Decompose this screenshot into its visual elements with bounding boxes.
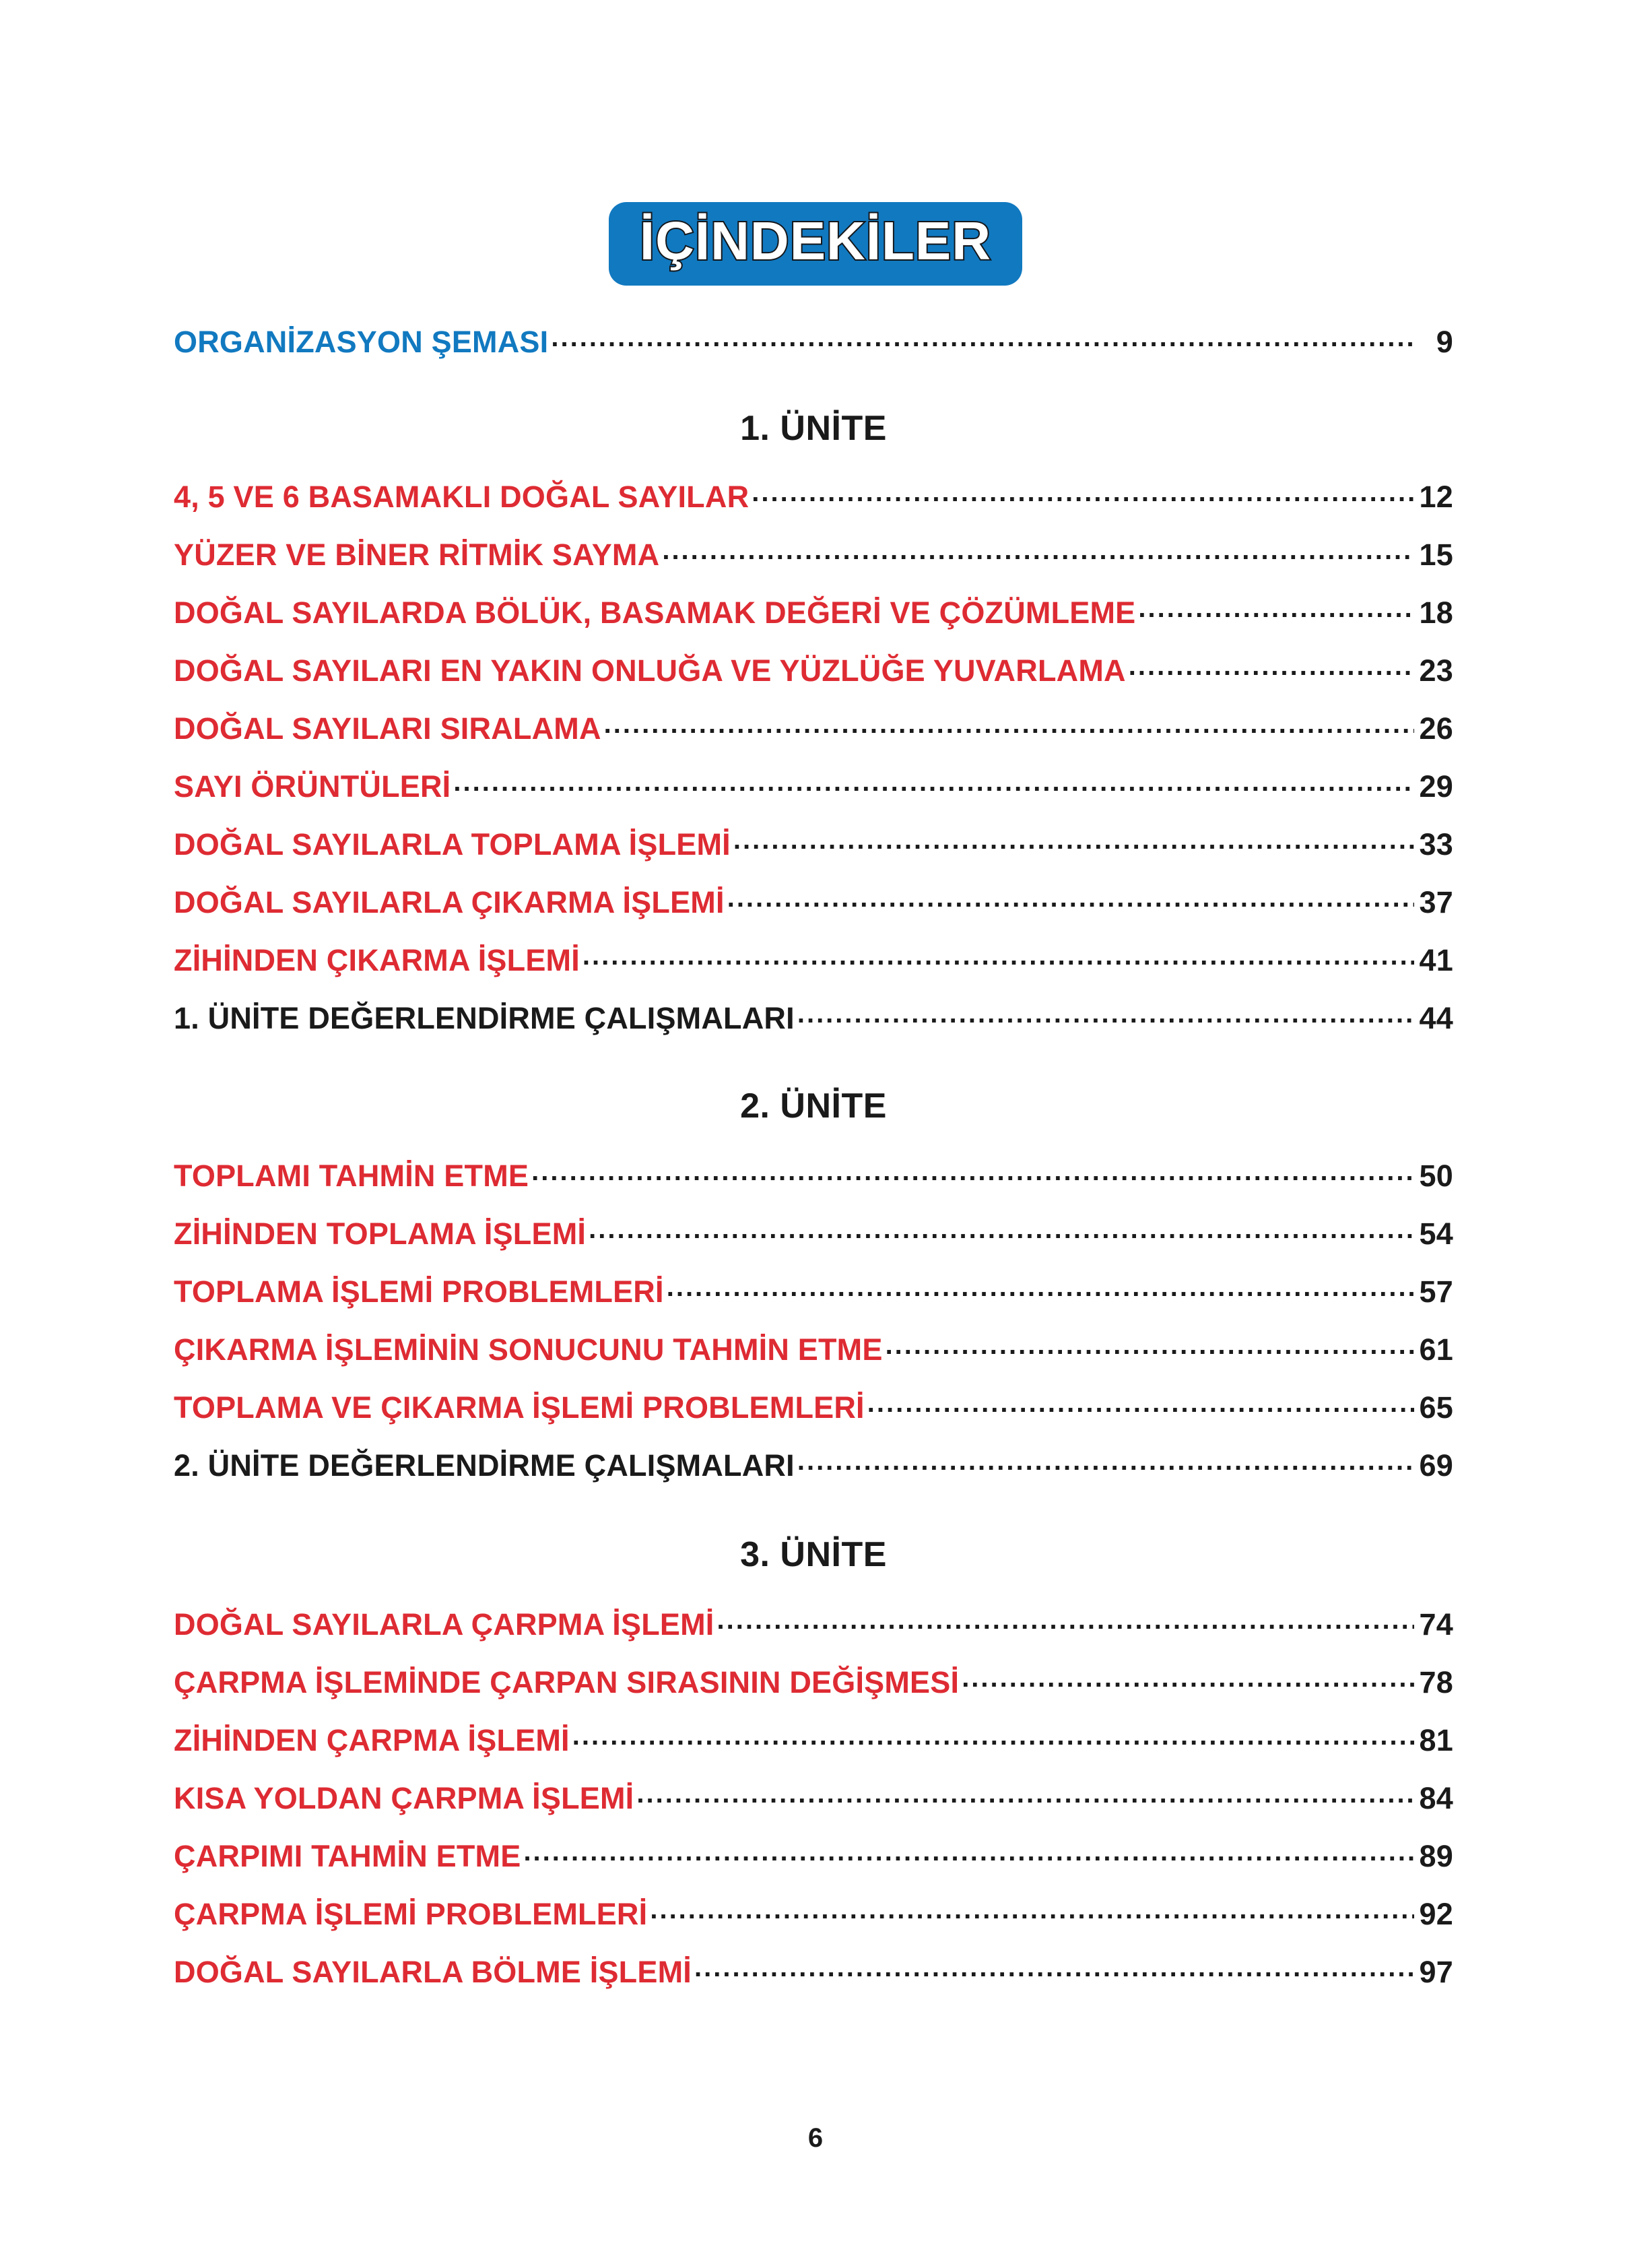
toc-entry[interactable] — [174, 322, 1453, 360]
toc-entry-page-number: 74 — [1419, 1607, 1453, 1642]
toc-dot-leader — [650, 1894, 1414, 1924]
toc-dot-leader — [531, 1156, 1414, 1186]
toc-entry-page-number: 44 — [1419, 1001, 1453, 1035]
toc-entry-page-number: 61 — [1419, 1332, 1453, 1367]
toc-dot-leader — [752, 477, 1414, 507]
toc-entry-page-number: 26 — [1419, 711, 1453, 746]
page-title: İÇİNDEKİLER — [639, 211, 992, 271]
toc-entry-label: ÇARPMA İŞLEMİNDE ÇARPAN SIRASININ DEĞİŞMESİ — [174, 1665, 960, 1699]
toc-entry-label: ÇARPIMI TAHMİN ETME — [174, 1839, 521, 1873]
toc-entry-label: ÇARPMA İŞLEMİ PROBLEMLERİ — [174, 1897, 648, 1931]
toc-dot-leader — [1129, 651, 1414, 681]
toc-entry[interactable] — [174, 1778, 1453, 1816]
toc-dot-leader — [582, 940, 1414, 971]
toc-entry-label: DOĞAL SAYILARDA BÖLÜK, BASAMAK DEĞERİ VE ÇÖZÜMLEME — [174, 595, 1136, 630]
toc-entry-label: TOPLAMI TAHMİN ETME — [174, 1159, 529, 1193]
toc-dot-leader — [662, 535, 1414, 565]
toc-dot-leader — [797, 1446, 1414, 1476]
toc-entry-label: ZİHİNDEN ÇARPMA İŞLEMİ — [174, 1723, 570, 1757]
toc-entry[interactable] — [174, 1662, 1453, 1700]
toc-entry[interactable] — [174, 767, 1453, 804]
toc-dot-leader — [572, 1720, 1414, 1751]
toc-dot-leader — [453, 767, 1414, 797]
page-title-container — [0, 202, 1631, 286]
toc-entry-page-number: 78 — [1419, 1665, 1453, 1699]
toc-dot-leader — [962, 1662, 1414, 1693]
toc-entry-label: DOĞAL SAYILARI EN YAKIN ONLUĞA VE YÜZLÜĞE YUVARLAMA — [174, 653, 1126, 688]
toc-entry-label: 2. ÜNİTE DEĞERLENDİRME ÇALIŞMALARI — [174, 1448, 795, 1483]
toc-dot-leader — [733, 824, 1414, 855]
toc-entry-label: ÇIKARMA İŞLEMİNİN SONUCUNU TAHMİN ETME — [174, 1332, 883, 1367]
toc-entry-page-number: 15 — [1419, 538, 1453, 572]
toc-entry-page-number: 41 — [1419, 943, 1453, 977]
toc-entry[interactable] — [174, 1214, 1453, 1252]
toc-dot-leader — [727, 882, 1414, 913]
toc-dot-leader — [867, 1388, 1414, 1418]
page-title-badge — [609, 202, 1022, 286]
toc-content — [174, 322, 1453, 2010]
toc-dot-leader — [551, 322, 1414, 352]
toc-entry-page-number: 89 — [1419, 1839, 1453, 1873]
toc-entry[interactable] — [174, 1388, 1453, 1425]
toc-entry-label: DOĞAL SAYILARLA ÇIKARMA İŞLEMİ — [174, 885, 725, 919]
toc-entry-page-number: 65 — [1419, 1390, 1453, 1425]
toc-entry[interactable] — [174, 593, 1453, 630]
toc-dot-leader — [523, 1836, 1414, 1867]
toc-entry[interactable] — [174, 477, 1453, 515]
toc-entry[interactable] — [174, 1720, 1453, 1758]
toc-entry-label: ZİHİNDEN ÇIKARMA İŞLEMİ — [174, 943, 580, 977]
unit-heading: 1. ÜNİTE — [740, 409, 887, 448]
toc-entry[interactable] — [174, 709, 1453, 746]
toc-entry[interactable] — [174, 1894, 1453, 1932]
toc-entry-page-number: 81 — [1419, 1723, 1453, 1757]
toc-entry[interactable] — [174, 1605, 1453, 1642]
toc-entry-label: DOĞAL SAYILARLA ÇARPMA İŞLEMİ — [174, 1607, 714, 1642]
toc-entry-label: ZİHİNDEN TOPLAMA İŞLEMİ — [174, 1217, 587, 1251]
toc-dot-leader — [604, 709, 1414, 739]
toc-entry-page-number: 29 — [1419, 769, 1453, 804]
toc-entry[interactable] — [174, 1446, 1453, 1483]
toc-entry-label: 1. ÜNİTE DEĞERLENDİRME ÇALIŞMALARI — [174, 1001, 795, 1035]
toc-entry-page-number: 50 — [1419, 1159, 1453, 1193]
toc-dot-leader — [694, 1952, 1414, 1982]
toc-entry-label: SAYI ÖRÜNTÜLERİ — [174, 769, 451, 804]
toc-dot-leader — [589, 1214, 1414, 1244]
toc-entry-label: 4, 5 VE 6 BASAMAKLI DOĞAL SAYILAR — [174, 480, 750, 514]
toc-entry-label: DOĞAL SAYILARLA TOPLAMA İŞLEMİ — [174, 827, 731, 862]
toc-entry-page-number: 84 — [1419, 1781, 1453, 1815]
toc-dot-leader — [886, 1330, 1414, 1360]
toc-entry-page-number: 23 — [1419, 653, 1453, 688]
toc-dot-leader — [667, 1272, 1414, 1302]
toc-entry-page-number: 97 — [1419, 1955, 1453, 1989]
toc-entry-label: DOĞAL SAYILARI SIRALAMA — [174, 711, 601, 746]
unit-heading: 3. ÜNİTE — [740, 1535, 887, 1574]
toc-entry[interactable] — [174, 1330, 1453, 1367]
footer-page-number: 6 — [807, 2123, 824, 2153]
toc-dot-leader — [797, 998, 1414, 1029]
unit-heading: 2. ÜNİTE — [740, 1087, 887, 1126]
toc-list — [174, 322, 1453, 1990]
toc-entry[interactable] — [174, 882, 1453, 920]
toc-entry-label: KISA YOLDAN ÇARPMA İŞLEMİ — [174, 1781, 634, 1815]
toc-entry-label: TOPLAMA VE ÇIKARMA İŞLEMİ PROBLEMLERİ — [174, 1390, 865, 1425]
toc-entry[interactable] — [174, 824, 1453, 862]
toc-entry[interactable] — [174, 651, 1453, 688]
toc-entry[interactable] — [174, 998, 1453, 1036]
toc-entry-label: TOPLAMA İŞLEMİ PROBLEMLERİ — [174, 1274, 664, 1309]
toc-dot-leader — [636, 1778, 1414, 1809]
toc-entry-label: ORGANİZASYON ŞEMASI — [174, 325, 549, 359]
toc-entry-label: DOĞAL SAYILARLA BÖLME İŞLEMİ — [174, 1955, 692, 1989]
toc-entry-page-number: 92 — [1419, 1897, 1453, 1931]
toc-entry[interactable] — [174, 1156, 1453, 1194]
toc-dot-leader — [1138, 593, 1414, 623]
toc-entry[interactable] — [174, 940, 1453, 978]
toc-entry-page-number: 57 — [1419, 1274, 1453, 1309]
toc-dot-leader — [717, 1605, 1414, 1635]
toc-entry-page-number: 54 — [1419, 1217, 1453, 1251]
toc-entry[interactable] — [174, 1952, 1453, 1990]
toc-entry[interactable] — [174, 1836, 1453, 1874]
toc-entry-page-number: 69 — [1419, 1448, 1453, 1483]
toc-entry-page-number: 12 — [1419, 480, 1453, 514]
toc-entry-page-number: 9 — [1436, 325, 1453, 359]
toc-entry-page-number: 33 — [1419, 827, 1453, 862]
toc-entry-label: YÜZER VE BİNER RİTMİK SAYMA — [174, 538, 660, 572]
toc-entry[interactable] — [174, 1272, 1453, 1309]
toc-entry-page-number: 18 — [1419, 595, 1453, 630]
toc-entry-page-number: 37 — [1419, 885, 1453, 919]
toc-entry[interactable] — [174, 535, 1453, 573]
